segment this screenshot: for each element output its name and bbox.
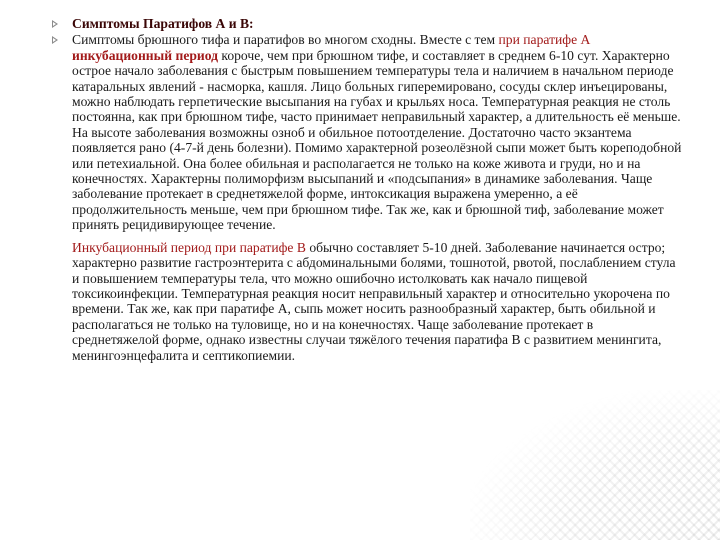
- paragraph-body: короче, чем при брюшном тифе, и составляет в среднем 6-10 сут. Характерно острое начало заболевания с быстрым повышением температуры тела и наличием в начальном периоде катаральных явлений - насморка, кашля. Лицо больных гиперемировано, сосуды склер инъецированы, можно наблюдать герпетические высыпания на губах и крыльях носа. Температурная реакция не столь постоянна, как при брюшном тифе, часто принимает неправильный характер, а длительность её меньше. На высоте заболевания возможны озноб и обильное потоотделение. Достаточно часто экзантема появляется рано (4-7-й день болезни). Помимо характерной розеолёзной сыпи может быть кореподобной или петехиальной. Она более обильная и располагается не только на коже живота и груди, но и на конечностях. Характерны полиморфизм высыпаний и «подсыпания» в динамике заболевания. Чаще заболевание протекает в среднетяжелой форме, интоксикация выражена умеренно, а её продолжительность меньше, чем при брюшном тифе. Так же, как и брюшной тиф, заболевание может принять рецидивирующее течение.: [72, 47, 682, 233]
- highlight-incubation-b: Инкубационный период при паратифе В: [72, 239, 306, 255]
- paragraph-body-b: обычно составляет 5-10 дней. Заболевание начинается остро; характерно развитие гастроэнтерита с абдоминальными болями, тошнотой, рвотой, послаблением стула и повышением температуры тела, что можно ошибочно истолковать как начало пищевой токсикоинфекции. Температурная реакция носит неправильный характер и относительно укорочена по времени. Так же, как при паратифе А, сыпь может носить разнообразный характер, быть обильной и располагаться не только на туловище, но и на конечностях. Чаще заболевание протекает в среднетяжелой форме, однако известны случаи тяжёлого течения паратифа В с развитием менингита, менингоэнцефалита и септикопиемии.: [72, 239, 676, 363]
- bullet-arrow-icon: [52, 20, 58, 28]
- highlight-incubation-period: инкубационный период: [72, 47, 219, 63]
- bullet-item-heading: [52, 16, 682, 31]
- section-heading: Симптомы Паратифов А и В:: [72, 16, 254, 31]
- paragraph-paratyphoid-a: [72, 32, 682, 232]
- paragraph-intro: Симптомы брюшного тифа и паратифов во многом сходны. Вместе с тем: [72, 32, 499, 48]
- bullet-arrow-icon: [52, 36, 58, 44]
- bullet-item-paragraph: [52, 32, 682, 232]
- decorative-pattern: [470, 390, 720, 540]
- highlight-paratyphoid-a: при паратифе А: [498, 32, 591, 48]
- slide-content: [52, 16, 682, 363]
- paragraph-paratyphoid-b: [52, 240, 682, 363]
